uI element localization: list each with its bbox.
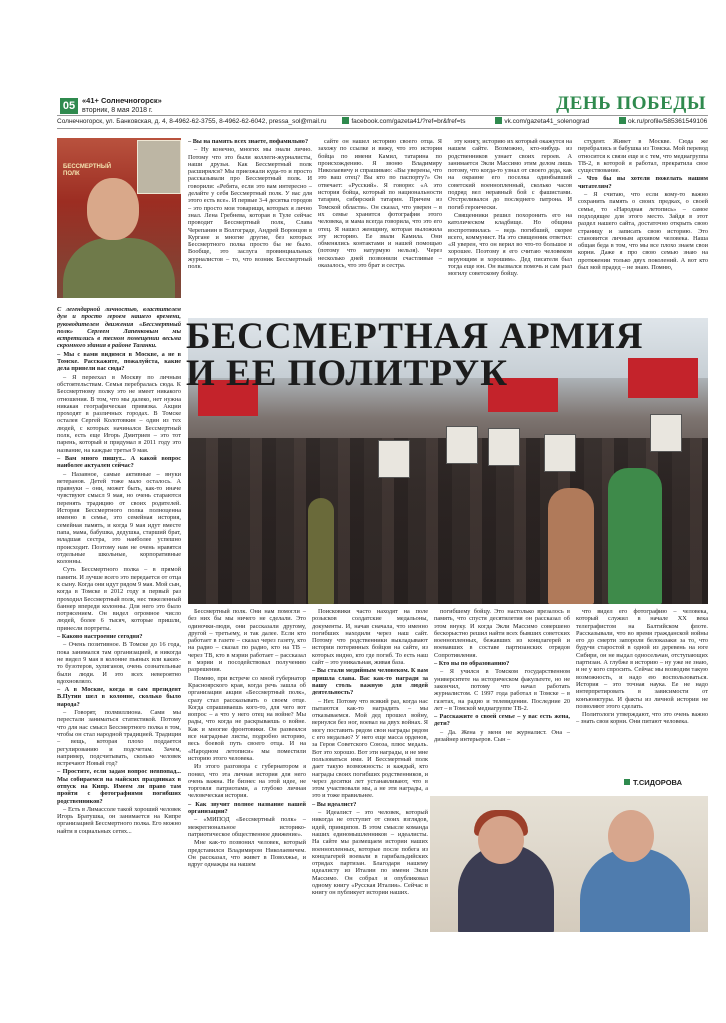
interview-question: – А в Москве, когда и сам президент В.Путин шел в колонне, сколько было народа? (57, 686, 181, 708)
interview-paragraph: сайте он нашел историю своего отца. Я захожу по ссылке и вижу, что это история бойца по имени Камил, татарина по происхождению. Я звоню Владимиру Николаевичу и спрашиваю: «Вы уверены, что это ваш отец? Вы кто по паспорту?» Он отвечает: «Русский». Я говорю: «А это история бойца, который по национальности татарин, сибирский татарин. Причем из Томской области». Он сказал, что уверен – в их семье хранится фотография этого человека, и мама всегда говорила, что это его отец. Я нашел женщину, которая выложила эту историю. Ее звали Камила. Они обменялись контактами и нашей помощью (потому что натурмую нельзя). Через несколько дней позвонили счастливые – оказалось, что это брат и сестра. (318, 138, 442, 270)
interview-paragraph: – Идеалист – это человек, который никогда не отступит от своих взглядов, идей, принципов. В этом смысле команда наших единомышленников – идеалисты. На сайте мы размещаем истории наших военнопленных, которые после побега из концлагерей воевали в гарибальдийских отрядах партизан. Благодаря нашему идеалисту из Италии по имени Экли Массимо. Он собрал и опубликовал одному книгу «Русская Италия». Сейчас в книгу он публикует истории наших. (312, 809, 428, 897)
portrait-photo (57, 138, 181, 298)
interview-paragraph: – Есть в Лимассоле такой хороший человек Игорь Братушка, он занимается на Кипре организацией Бессмертного полка. Его можно найти в социальных сетях... (57, 805, 181, 835)
contact-bar (57, 115, 708, 129)
interview-paragraph: Бессмертный полк. Они нам помогли – без них бы мы ничего не сделали. Это одиночки-люди, они рассказали другому, другой – третьему, и так далее. Если кто работает в газете – сказал через газету, кто на радио – сказал по радио, кто на ТВ – через ТВ, кто в мэрии работает – рассказал в мэрии и посодействовал получению разрешения. (188, 608, 306, 674)
interview-question: – Мы с вами видимся в Москве, а не в Томске. Расскажите, пожалуйста, какие дела привели вас сюда? (57, 350, 181, 373)
person-coat (308, 498, 334, 604)
interview-question: – Каково настроение сегодня? (57, 633, 143, 641)
woman-face (478, 816, 524, 864)
interview-paragraph: – Я учился в Томском государственном университете на историческом факультете, но не закончил, потому что начал работать журналистом. С 1997 года работал в Томске – в газетах, на радио и телевидении. Последние 20 лет – в Томской медиагруппе ТВ-2. (434, 668, 570, 712)
facebook-link[interactable]: facebook.com/gazeta41/?ref=br&fref=ts (342, 118, 479, 125)
interview-paragraph: Поисковики часто находят на поле розысков солдатские медальоны, документы. И, начав сначала, что именно погибших находили через наш сайт. Потому что родственники выкладывают истории потерянных бойцов на сайте, из которых видно, кто где погиб. То есть наш сайт – это уникальная, живая база. (312, 608, 428, 667)
column-2 (188, 138, 312, 314)
interview-paragraph: – Назавное, самые активные – внуки ветеранов. Детей тоже мало осталось. А правнуки – они, может быть, как-то иначе чувствуют смысл 9 мая, но очень стараются перенять традицию от своих родителей. История Бессмертного полка полноценна именно в семье, это семейная история, семейная память, и когда 9 мая идут вместе папа, мама, бабушка, дедушка, старший брат, младшая сестра, это наиболее успешно происходит. Поэтому нам не очень нравятся отдельные школьные, корпоративные колонны. (57, 470, 181, 566)
interview-paragraph: – Нет. Потому что всякий раз, когда нас пытаются как-то наградить – мы отказываемся. Мой дед прошел войну, вернулся без ног, воевал на двух войнах. Я могу поставить рядом свои награды рядом с его медалью? У него еще масса орденов, за Героя Советского Союза, плюс медаль. Вот это хорошо. Вот эти награды, и не мне пользоваться ими. И Бессмертный полк дает такую возможность: и каждый, кто награды своих погибших родственников, и через десятки лет устанавливают, что в этом участвовали мы, а не эти награды, а это и тоже правильнее. (312, 697, 428, 800)
interview-paragraph: Священники решил похоронить его на католическом кладбище. Но община воспротивилась – ведь погибший, скорее всего, коммунист. На это священник ответил: «Я уверен, что он верил во что-то большое и хорошее. Поэтому я его считаю человеком верующим и хорошим». Дед писателя был тогда еще юн. Он вызвался помочь и сам рыл могилу советскому бойцу. (448, 211, 572, 278)
interview-question: – Вам много пишут... А какой вопрос наиболее актуален сейчас? (57, 454, 181, 470)
interview-paragraph: Из этого разговора с губернатором я понял, что эта личная история для него очень важна. Не бизнес на этой идее, не торговля патриотами, а глубоко личная человеческая история. (188, 763, 306, 800)
ok-link[interactable]: ok.ru/profile/585361549106 (619, 118, 708, 125)
column-2-lower (188, 608, 306, 1003)
headline-line-2: И ЕЕ ПОЛИТРУК (186, 353, 509, 394)
portrait-placard (378, 440, 410, 478)
interview-question: – Вы стали медийным человеком. К вам пришла слава. Вас как-то награди за вашу столь важную для людей деятельность? (312, 667, 428, 697)
headline (186, 318, 643, 392)
portrait-placard (488, 428, 520, 466)
interview-paragraph: – Да. Жена у меня не журналист. Она – дизайнер интерьеров. Сын – (434, 728, 570, 744)
vk-link[interactable]: vk.com/gazeta41_solenograd (495, 118, 603, 125)
veteran-photo (137, 140, 181, 194)
publication-info (82, 97, 162, 115)
interview-question: – Кто вы по образованию? (434, 660, 510, 668)
interview-question: – Расскажите о своей семье – у вас есть жена, дети? (434, 713, 570, 728)
interview-paragraph: – Я переехал в Москву по личным обстоятельствам. Семья перебралась сюда. К Бессмертному полку это не имеет никакого отношения. В том, что мы далеко, нет нужна никакая географическая привязка. Акции проходят в различных городах. В Томске осталея Сергей Колотовкин – один из тех людей, с которых начинался Бессмертный полк, есть еще Игорь Дмитриев – это тот парень, который и придумал в 2011 году это название, на каждые третья 9 мая. (57, 373, 181, 454)
person-body (63, 238, 175, 298)
interview-question: – Вы идеалист? (312, 800, 357, 808)
page-number: 05 (60, 98, 78, 114)
person-face (87, 178, 139, 240)
interview-paragraph: – Говорят, полмиллиона. Сами мы перестали заниматься статистикой. Потому что для нас смысл Бессмертного полка в том, чтобы он стал народной традицией. Традиция – вещь, которая плохо поддается регулированию и подсчетам. Зачем, например, подсчитывать, сколько человек встречают Новый год? (57, 709, 181, 768)
interview-paragraph: эту книгу, историю их который окажутся на нашем сайте. Возможно, кто-нибудь из родственников узнает своих героев. А занимается Экли Массимо этим делом лишь потому, что когда-то узнал от своего деда, как на окраине его поселка одинбывший советский военнопленный, сколько часов подряд вел неравный бой с фашистами. Отстреливался до последнего патрона. И погиб героически. (448, 138, 572, 211)
portrait-placard (544, 434, 576, 472)
column-4 (448, 138, 572, 314)
section-title: ДЕНЬ ПОБЕДЫ (556, 93, 706, 114)
column-3-lower (312, 608, 428, 1003)
interview-paragraph: – Я считаю, что если кому-то важно сохранить память о своих предках, о своей семье, то «Народная летопись» – самое подходящее для этого место. Зайдя в этот раздел нашего сайта, достаточно открыть свою страницу и записать свою историю. Это становится личным архивом человека. Наша общая беда в том, что мы все плохо знаем свои корни. Даже я про свою семью знаю на протяжении только двух поколений. А вот кто был мой прадед – не знаю. Помню, (578, 191, 708, 272)
interview-paragraph: Помню, при встрече со мной губернатор Красноярского края, когда речь зашла об организации акции «Бессмертный полк», сразу стал рассказывать о своем отце. Когда спрашиваешь кого-то, для чего вот вопрос – а что у него отец на войне? Мы рады, что когда не раскрываешь о войне. Как и многие фронтовики. Он развеялся все наградные листы, подробно историю, весь боевой путь своего отца. И на «Народном летописи» мы поместили историю этого человека. (188, 674, 306, 762)
person-coat (548, 488, 594, 604)
interview-paragraph: студент. Живет в Москве. Сюда же перебрались и бабушка из Томска. Мой перевод относится к связи еще и с тем, что медиагруппа ТВ-2, в которой я работал, прекратила свое существование. (578, 138, 708, 175)
portrait-placard (650, 414, 682, 452)
author-byline: Т.СИДОРОВА (624, 778, 682, 787)
couple-photo (430, 796, 708, 932)
interview-paragraph: погибшему бойцу. Это настолько врезалось в память, что спустя десятилетия он рассказал об этом внуку. И когда Экли Массимо совершено бескорыстно решил найти всех бывших советских военнопленных, бежавших из концлагерей и воевавших в составе партизанских отрядов Сопротивления. (434, 608, 570, 659)
column-5 (578, 138, 708, 314)
interview-paragraph: – Очень позитивное. В Томске до 16 года, пока занимался там организацией, я никогда не видел 9 мая в колонне пьяных или каких-то бузотеров, хулиганов, очень сознательные были люди. И это всех невероятно вдохновляло. (57, 641, 181, 685)
publication-name: «41+ Солнечногорск» (82, 96, 162, 105)
ok-icon (619, 117, 626, 124)
column-1-text (57, 351, 181, 835)
interview-question: – Как звучит полное название вашей организации? (188, 800, 306, 816)
person-coat (608, 468, 662, 604)
interview-paragraph: Мне как-то позвонил человек, который представился Владимиром Николаевичем. Он рассказал, что живет в Поволжье, и вдруг однажды на нашем (188, 839, 306, 869)
interview-question: – Вы на память всех знаете, пофамильно? (188, 138, 309, 145)
interview-paragraph: что видел его фотографию – человека, который служил в начале XX века телеграфистом на Балтийском флоте. Рассказывали, что во время гражданской войны его до смерти запороли белоказаки за то, что будучи старостой в одной из деревень на юге Сибири, он не выдал односельчан, отступающих партизан. А глубже в историю – ну уже не знаю, и не у кого спросить. Сейчас мы возводим такую возможность, и надо ею воспользоваться. История – это точная наука. Ее не надо интерпретировать в зависимости от конъюнктуры. И факты из личной истории не позволяют этого сделать. (576, 608, 708, 710)
intro-caption: С легендарной личностью, властителем дум и просто героем нашего времени, руководителем движения «Бессмертный полк» Сергеем Лапенковым мы встретились в тесном помещении весьма скромного здания в районе Таганки. (57, 306, 181, 350)
byline-marker-icon (624, 779, 630, 785)
column-4-lower (434, 608, 570, 792)
interview-paragraph: – «МИПОД «Бессмертный полк» – межрегиональное историко-патриотическое общественное движение». (188, 816, 306, 838)
column-5-lower (576, 608, 708, 776)
interview-question: – Что бы вы хотели пожелать нашим читателям? (578, 175, 708, 190)
editorial-address: Солнечногорск, ул. Банковская, д. 4, 8-4962-62-3755, 8-4962-62-6042, pressa_sol@mail.ru (57, 118, 327, 125)
interview-question: – Простите, если задам вопрос невпопад... Мы собираемся на майских праздниках в отпуск на Кипр. Имеем ли право там пройти с фотографиями погибших родственников? (57, 768, 181, 805)
portrait-placard (446, 426, 478, 464)
banner-text: БЕССМЕРТНЫЙ ПОЛК (63, 164, 112, 177)
vk-icon (495, 117, 502, 124)
interview-paragraph: Суть Бессмертного полка – в прямой памяти. И лучше всего это передается от отца к сыну. Когда они идут рядом 9 мая. Мой сын, когда в Томске в 2012 году в первый раз проходил Бессмертный полк, нес тяжеленный баннер впереди колонны. Для него это было потрясением. Он видел огромное число людей, более 6 тысяч, которые пришли, принесли портреты. (57, 566, 181, 632)
headline-line-1: БЕССМЕРТНАЯ АРМИЯ (186, 316, 644, 357)
man-face (608, 810, 654, 862)
facebook-icon (342, 117, 349, 124)
interview-paragraph: – Ну конечно, многих мы знали лично. Потому что это были коллеги-журналисты, наши друзья. Как Бессмертный полк расширялся? Мы приезжали куда-то и просто рассказывали про Бессмертный полк. И говорили: «Ребята, если это вам интересно – делайте у себя Бессмертный полк. У вас для этого есть все». И первые 3-4 десятка городов – это просто мои товарищи, которых я лично знал. Лена Гребнева, которая в Туле сейчас проводит Бессмертный полк, Слава Черепанин в Волгограде, Андрей Воронцов в Кургане и многие другие, без которых Бессмертного полка просто бы не было. Вообще, это заслуга провинциальных журналистов – то, что возник Бессмертный полк. (188, 146, 312, 271)
column-1 (57, 306, 181, 926)
issue-date: вторник, 8 мая 2018 г. (82, 106, 153, 114)
column-3 (318, 138, 442, 314)
interview-paragraph: Политологи утверждают, что это очень важно – знать свои корни. Они питают человека. (576, 711, 708, 726)
